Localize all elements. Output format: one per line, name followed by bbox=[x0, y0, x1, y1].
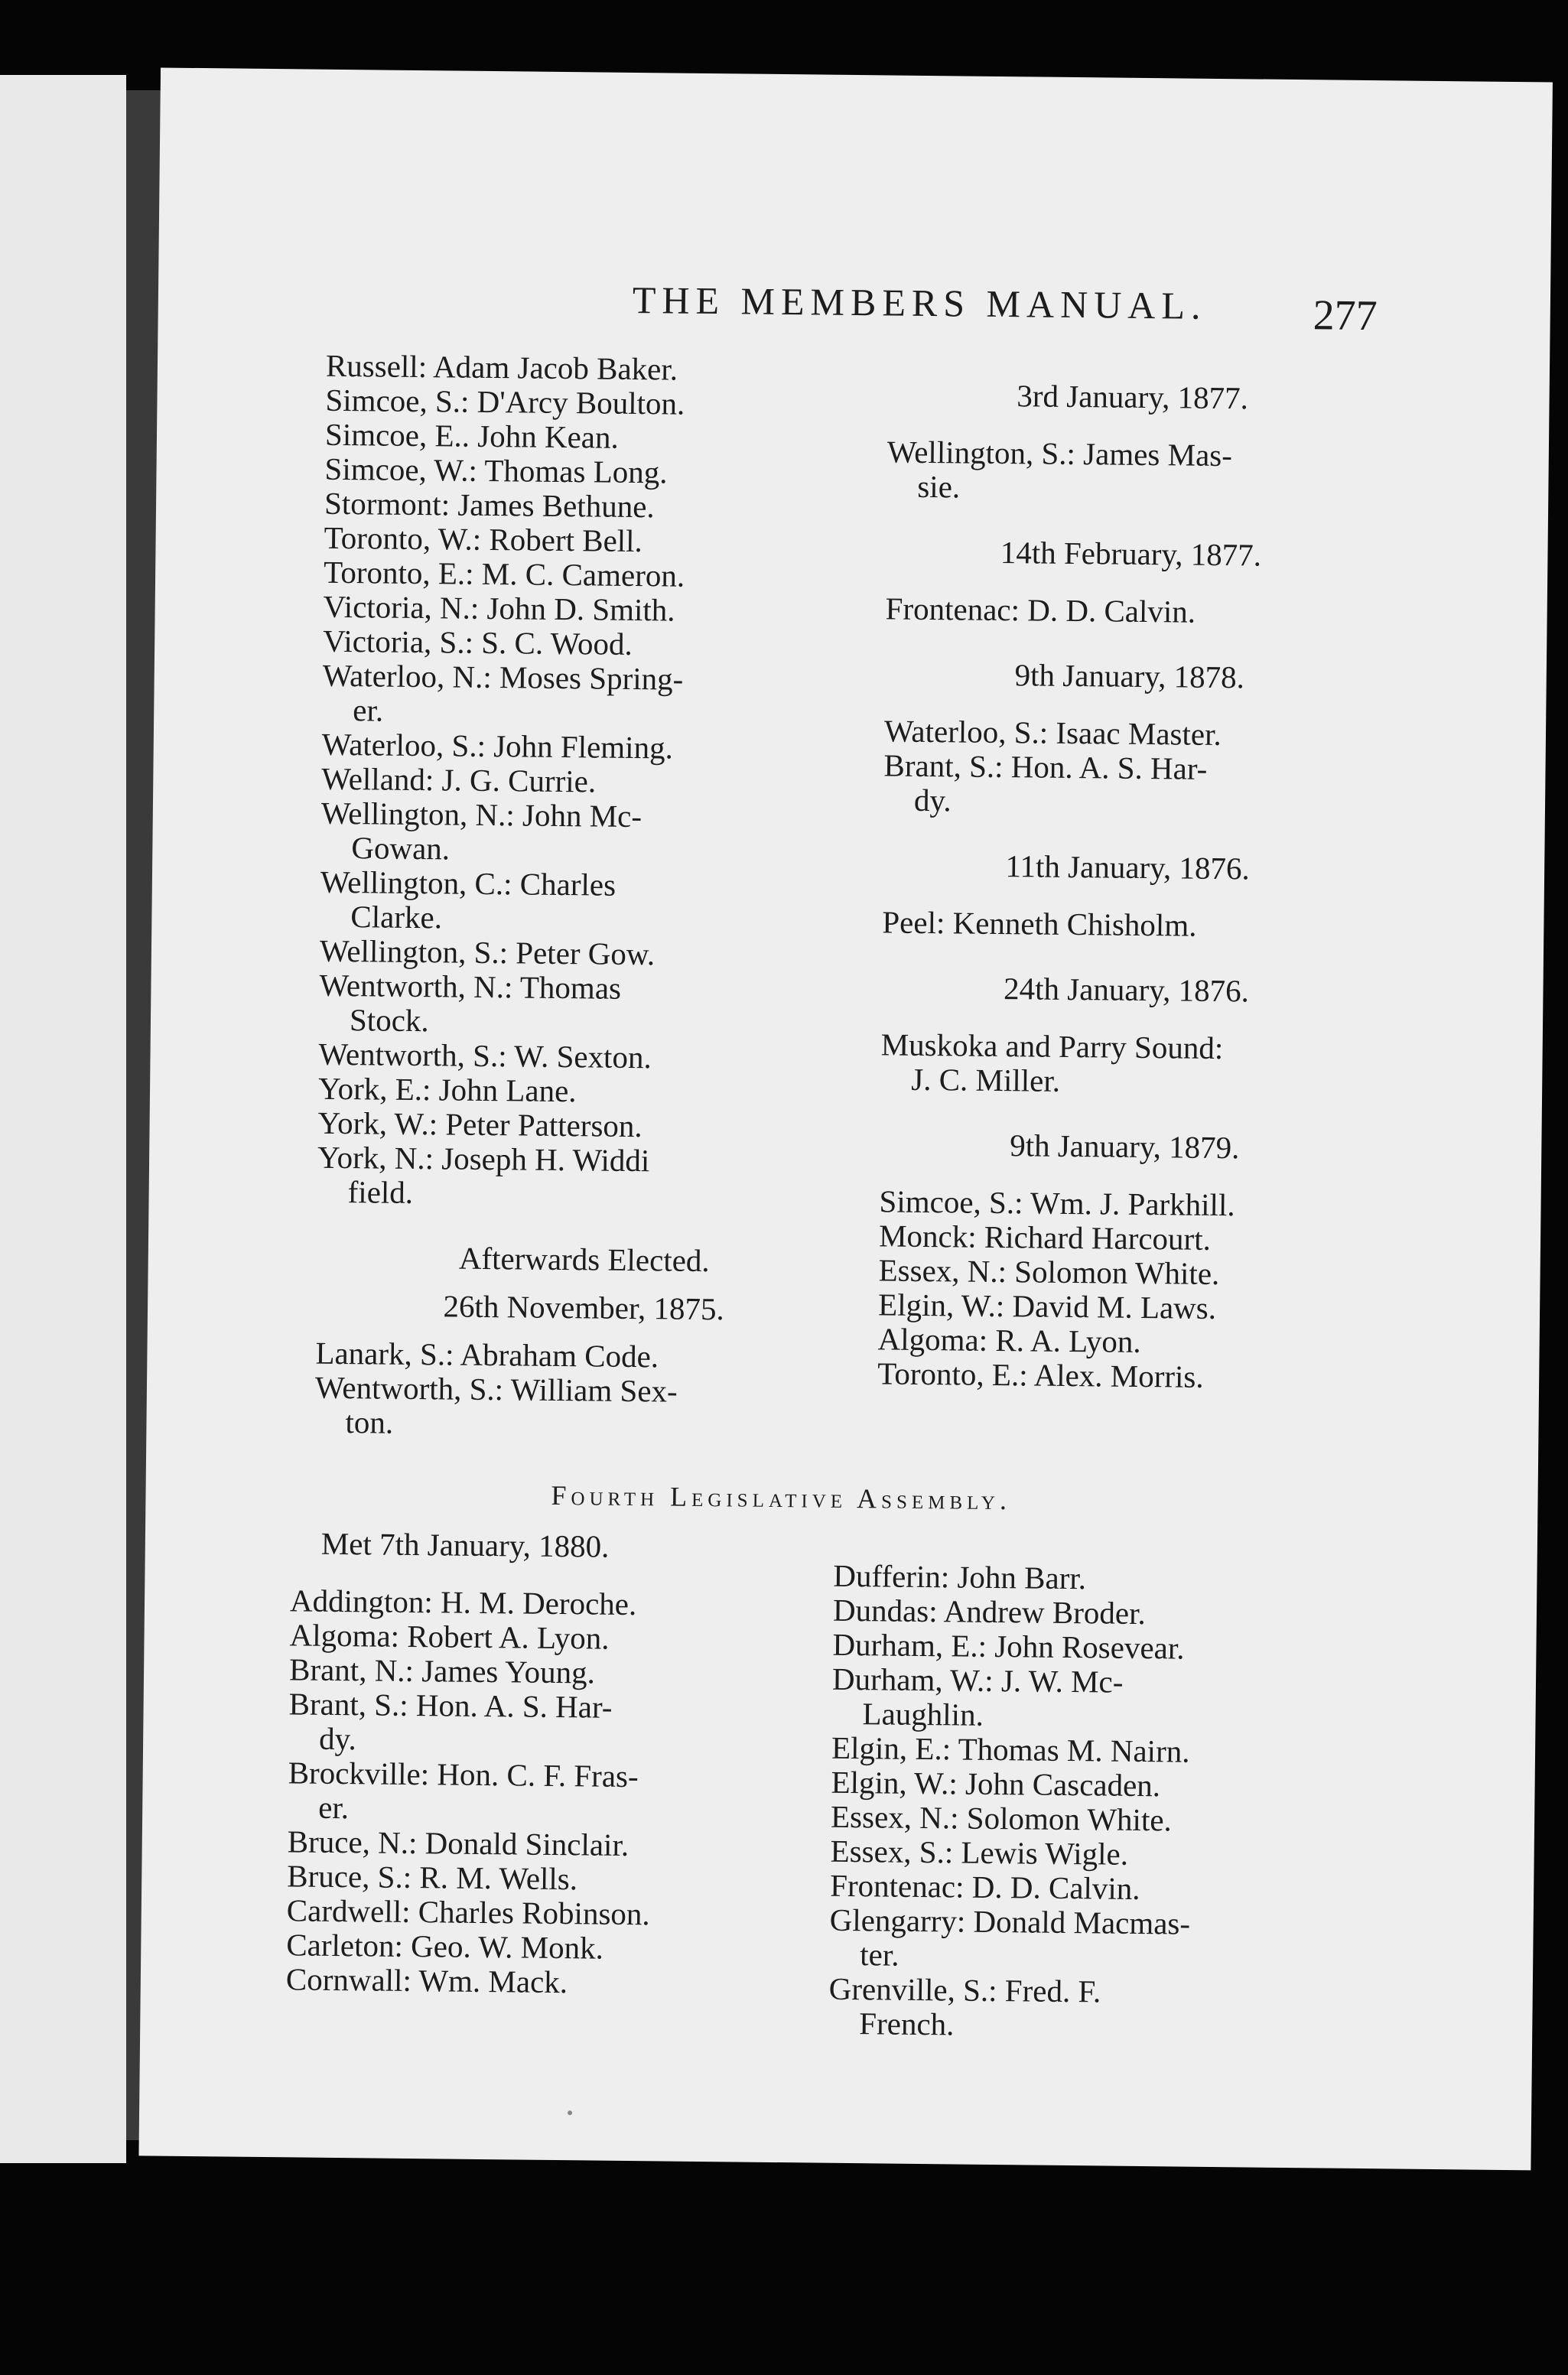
member-entry: Cornwall: Wm. Mack. bbox=[285, 1961, 568, 2000]
fourth-assembly-left-column bbox=[286, 1526, 826, 2002]
member-entry: Wellington, C.: Charles bbox=[320, 864, 616, 903]
member-entry: Elgin, W.: David M. Laws. bbox=[877, 1287, 1217, 1326]
member-entry: Lanark, S.: Abraham Code. bbox=[315, 1335, 659, 1375]
member-entry: Durham, W.: J. W. Mc- bbox=[831, 1661, 1124, 1700]
member-entry: Victoria, N.: John D. Smith. bbox=[323, 588, 675, 628]
member-entry: Cardwell: Charles Robinson. bbox=[286, 1892, 650, 1932]
member-entry: Brant, S.: Hon. A. S. Har- bbox=[883, 747, 1208, 786]
member-entry: Wellington, S.: Peter Gow. bbox=[319, 932, 656, 972]
member-entry: Wellington, N.: John Mc- bbox=[320, 795, 642, 835]
member-entry: Simcoe, W.: Thomas Long. bbox=[324, 451, 668, 490]
member-entry: Russell: Adam Jacob Baker. bbox=[325, 347, 678, 387]
member-entry-continuation: er. bbox=[353, 692, 384, 728]
member-entry: Monck: Richard Harcourt. bbox=[878, 1218, 1212, 1257]
member-entry: Algoma: R. A. Lyon. bbox=[877, 1321, 1141, 1359]
member-entry-continuation: dy. bbox=[318, 1720, 357, 1757]
member-entry-continuation: J. C. Miller. bbox=[911, 1061, 1061, 1098]
member-entry-continuation: Stock. bbox=[349, 1002, 429, 1039]
member-entry: Bruce, N.: Donald Sinclair. bbox=[287, 1824, 629, 1863]
member-entry: Bruce, S.: R. M. Wells. bbox=[287, 1858, 578, 1897]
member-entry: Algoma: Robert A. Lyon. bbox=[289, 1617, 610, 1656]
member-entry: Waterloo, N.: Moses Spring- bbox=[322, 657, 684, 697]
member-entry: Wentworth, N.: Thomas bbox=[319, 967, 622, 1006]
member-entry: Muskoka and Parry Sound: bbox=[880, 1026, 1224, 1066]
page-number: 277 bbox=[1313, 291, 1378, 340]
election-date: 24th January, 1876. bbox=[1003, 971, 1250, 1009]
member-entry: York, W.: Peter Patterson. bbox=[317, 1105, 642, 1144]
member-entry: Victoria, S.: S. C. Wood. bbox=[322, 623, 633, 662]
book-page bbox=[138, 67, 1552, 2170]
member-entry: Frontenac: D. D. Calvin. bbox=[885, 590, 1196, 630]
member-entry: Wentworth, S.: W. Sexton. bbox=[318, 1036, 652, 1075]
member-entry: Elgin, E.: Thomas M. Nairn. bbox=[831, 1729, 1190, 1769]
member-entry: Toronto, E.: M. C. Cameron. bbox=[323, 554, 685, 594]
member-entry: Waterloo, S.: Isaac Master. bbox=[883, 713, 1222, 753]
member-entry: Essex, N.: Solomon White. bbox=[878, 1252, 1220, 1292]
member-entry: Toronto, E.: Alex. Morris. bbox=[877, 1355, 1204, 1394]
right-column bbox=[877, 377, 1378, 1396]
page-speck bbox=[568, 2110, 572, 2115]
member-entry: Glengarry: Donald Macmas- bbox=[829, 1902, 1191, 1941]
running-title: THE MEMBERS MANUAL. bbox=[632, 278, 1207, 327]
member-entry: Peel: Kenneth Chisholm. bbox=[882, 904, 1197, 943]
member-entry: Simcoe, S.: Wm. J. Parkhill. bbox=[879, 1183, 1235, 1223]
member-entry-continuation: ton. bbox=[345, 1404, 394, 1440]
member-entry: Welland: J. G. Currie. bbox=[321, 760, 597, 799]
afterwards-date: 26th November, 1875. bbox=[443, 1288, 724, 1327]
member-entry-continuation: Gowan. bbox=[351, 830, 451, 867]
member-entry-continuation: sie. bbox=[917, 468, 961, 505]
member-entry: Wellington, S.: James Mas- bbox=[886, 434, 1233, 473]
member-entry: Brockville: Hon. C. F. Fras- bbox=[288, 1755, 639, 1794]
member-entry: Grenville, S.: Fred. F. bbox=[828, 1970, 1101, 2009]
election-date: 11th January, 1876. bbox=[1005, 848, 1251, 887]
member-entry: Elgin, W.: John Cascaden. bbox=[831, 1764, 1161, 1804]
member-entry: York, E.: John Lane. bbox=[317, 1070, 577, 1109]
member-entry: Frontenac: D. D. Calvin. bbox=[829, 1867, 1140, 1907]
election-date: 9th January, 1879. bbox=[1009, 1127, 1240, 1166]
member-entry: Simcoe, S.: D'Arcy Boulton. bbox=[325, 382, 685, 421]
section-title: Fourth Legislative Assembly. bbox=[551, 1479, 1012, 1516]
page-header bbox=[158, 272, 1550, 348]
member-entry-continuation: Laughlin. bbox=[862, 1696, 984, 1732]
member-entry-continuation: er. bbox=[318, 1789, 350, 1826]
member-entry: Stormont: James Bethune. bbox=[324, 485, 655, 525]
member-entry-continuation: dy. bbox=[913, 782, 952, 818]
member-entry-continuation: ter. bbox=[860, 1937, 899, 1973]
member-entry: Essex, N.: Solomon White. bbox=[830, 1798, 1173, 1838]
election-date: 3rd January, 1877. bbox=[1017, 378, 1249, 416]
member-entry: Waterloo, S.: John Fleming. bbox=[321, 726, 674, 766]
member-entry: Wentworth, S.: William Sex- bbox=[314, 1369, 678, 1409]
member-entry: Carleton: Geo. W. Monk. bbox=[286, 1927, 604, 1966]
member-entry: Addington: H. M. Deroche. bbox=[289, 1583, 637, 1622]
member-entry: Essex, S.: Lewis Wigle. bbox=[830, 1833, 1129, 1872]
member-entry: Simcoe, E.. John Kean. bbox=[324, 416, 619, 455]
election-date: 14th February, 1877. bbox=[1000, 535, 1262, 573]
left-column bbox=[314, 349, 861, 1445]
member-entry: Durham, E.: John Rosevear. bbox=[832, 1626, 1185, 1666]
meeting-date: Met 7th January, 1880. bbox=[320, 1525, 610, 1564]
election-date: 9th January, 1878. bbox=[1014, 657, 1245, 695]
member-entry-continuation: Clarke. bbox=[350, 899, 443, 935]
member-entry: York, N.: Joseph H. Widdi bbox=[317, 1139, 650, 1179]
member-entry: Brant, S.: Hon. A. S. Har- bbox=[288, 1686, 613, 1725]
member-entry: Dufferin: John Barr. bbox=[833, 1557, 1087, 1596]
afterwards-heading: Afterwards Elected. bbox=[458, 1240, 710, 1279]
member-entry-continuation: field. bbox=[347, 1174, 414, 1211]
member-entry-continuation: French. bbox=[859, 2006, 955, 2042]
member-entry: Dundas: Andrew Broder. bbox=[832, 1592, 1147, 1632]
member-entry: Toronto, W.: Robert Bell. bbox=[324, 519, 643, 559]
fourth-assembly-right-column bbox=[828, 1559, 1354, 2046]
member-entry: Brant, N.: James Young. bbox=[288, 1651, 596, 1690]
facing-page-edge bbox=[0, 75, 126, 2163]
